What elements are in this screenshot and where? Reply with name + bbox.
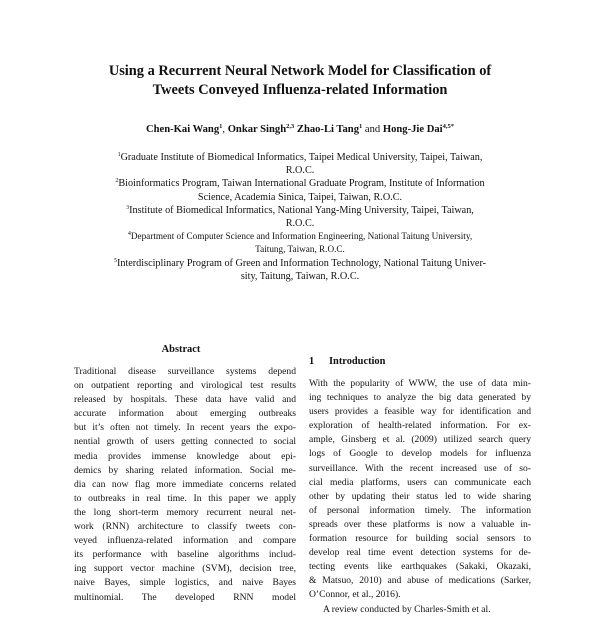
abstract-heading: Abstract xyxy=(161,344,201,355)
author-affiliation-mark: 2,3 xyxy=(286,123,295,130)
introduction-text-line: develop real time event detection systems for de- xyxy=(309,547,531,559)
affiliation-2 xyxy=(70,177,530,203)
affiliation-text: Science, Academia Sinica, Taipei, Taiwan, R.O.C. xyxy=(197,191,403,203)
introduction-text-line: With the popularity of WWW, the use of data min- xyxy=(309,378,531,389)
abstract-text-line: veyed influenza-related information and compare xyxy=(74,535,296,547)
author-name: Hong-Jie Dai xyxy=(382,124,443,135)
introduction-body xyxy=(309,377,531,617)
abstract-body xyxy=(74,365,296,605)
introduction-heading xyxy=(309,356,385,367)
introduction-text-line: ample, Ginsberg et al. (2009) utilized search query xyxy=(309,434,531,446)
affiliation-mark: 3 xyxy=(126,204,130,211)
paper-title-line-1: Using a Recurrent Neural Network Model for Classification of xyxy=(108,63,492,79)
section-title: Introduction xyxy=(329,356,386,367)
affiliation-text: R.O.C. xyxy=(285,218,315,230)
affiliation-text: Interdisciplinary Program of Green and Information Technology, National Taitung Univer- xyxy=(116,257,487,269)
affiliation-mark: 1 xyxy=(117,152,121,158)
author-affiliation-mark: 1 xyxy=(359,123,363,130)
introduction-text-line: ing techniques to analyze the big data generated by xyxy=(309,392,531,404)
abstract-text-line: dia can now flag more immediate concerns related xyxy=(74,478,296,490)
author-list xyxy=(40,124,560,135)
abstract-text-line: ing support vector machine (SVM), decision tree, xyxy=(74,563,296,575)
introduction-text-line: spreads over these platforms is now a valuable in- xyxy=(309,518,531,530)
author-separator: , xyxy=(222,124,226,135)
affiliation-text: Institute of Biomedical Informatics, National Yang-Ming University, Taipei, Taiwan, xyxy=(129,204,474,216)
abstract-text-line: media provides immense knowledge about epi- xyxy=(74,450,296,462)
paper-title-line-2: Tweets Conveyed Influenza-related Information xyxy=(152,82,448,98)
introduction-text-line: formation resource for building social sensors to xyxy=(309,533,531,545)
affiliation-list xyxy=(70,151,530,283)
introduction-text-line: A review conducted by Charles-Smith et al. xyxy=(323,603,491,615)
introduction-text-line: tecting events like earthquakes (Sakaki, Okazaki, xyxy=(309,561,531,573)
affiliation-text: Taitung, Taiwan, R.O.C. xyxy=(255,244,345,255)
abstract-text-line: demics by sharing related information. Social me- xyxy=(74,464,296,476)
affiliation-text: Department of Computer Science and Information Engineering, National Taitung University, xyxy=(130,231,473,242)
abstract-text-line: multinomial. The developed RNN model xyxy=(74,591,296,603)
abstract-text-line: work (RNN) architecture to classify tweets con- xyxy=(74,521,296,533)
introduction-text-line: O’Connor, et al., 2016). xyxy=(309,589,401,601)
abstract-text-line: its performance with baseline algorithms includ- xyxy=(74,549,296,561)
affiliation-text: Graduate Institute of Biomedical Informatics, Taipei Medical University, Taipei, Taiwan, xyxy=(120,152,483,163)
affiliation-mark: 2 xyxy=(115,178,119,185)
affiliation-text: Bioinformatics Program, Taiwan International Graduate Program, Institute of Information xyxy=(118,178,485,190)
author-affiliation-mark: 4,5* xyxy=(442,123,454,130)
abstract-text-line: accurate information about emerging outbreaks xyxy=(74,408,296,420)
author-affiliation-mark: 1 xyxy=(219,123,223,130)
introduction-text-line: other by updating their status led to wide sharing xyxy=(309,490,531,502)
author-name: Chen-Kai Wang xyxy=(146,124,220,135)
introduction-text-line: cial media platforms, users can communicate each xyxy=(309,476,531,488)
author-name: Onkar Singh xyxy=(227,124,287,135)
introduction-text-line: of personal information timely. The information xyxy=(309,504,531,516)
affiliation-mark: 4 xyxy=(127,231,131,238)
affiliation-4 xyxy=(70,230,530,256)
introduction-text-line: users provides a feasible way for identification and xyxy=(309,406,531,418)
affiliation-3 xyxy=(70,204,530,230)
paper-title xyxy=(40,62,560,100)
abstract-text-line: Traditional disease surveillance systems depend xyxy=(74,366,296,377)
introduction-text-line: & Matsuo, 2010) and abuse of medications (Sarker, xyxy=(309,575,531,587)
abstract-text-line: on outpatient reporting and virological test results xyxy=(74,380,296,392)
abstract-text-line: the long short-term memory recurrent neural net- xyxy=(74,506,296,518)
abstract-text-line: released by hospitals. These data have valid and xyxy=(74,394,296,406)
affiliation-5 xyxy=(70,257,530,283)
affiliation-text: R.O.C. xyxy=(285,165,315,177)
affiliation-1 xyxy=(70,151,530,177)
abstract-text-line: naive Bayes, simple logistics, and naive Bayes xyxy=(74,577,296,589)
abstract-text-line: but it’s often not timely. In recent years the expo- xyxy=(74,422,296,434)
section-number: 1 xyxy=(309,356,315,367)
author-conjunction: and xyxy=(364,124,381,135)
affiliation-text: sity, Taitung, Taiwan, R.O.C. xyxy=(240,270,360,282)
introduction-text-line: surveillance. With the recent increased use of so- xyxy=(309,462,531,474)
abstract-text-line: to outbreaks in real time. In this paper we apply xyxy=(74,492,296,504)
abstract-text-line: nential growth of users getting connected to social xyxy=(74,436,296,448)
author-name: Zhao-Li Tang xyxy=(296,124,359,135)
affiliation-mark: 5 xyxy=(113,257,117,264)
introduction-text-line: logs of Google to develop models for influenza xyxy=(309,448,531,460)
introduction-text-line: exploration of health-related information. For ex- xyxy=(309,420,531,432)
